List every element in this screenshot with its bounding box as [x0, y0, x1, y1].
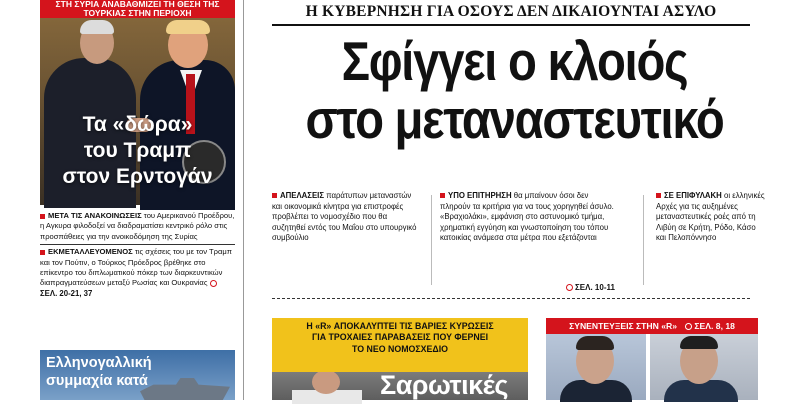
box1-kicker-line-1: Η «R» ΑΠΟΚΑΛΥΠΤΕΙ ΤΙΣ ΒΑΡΙΕΣ ΚΥΡΩΣΕΙΣ: [306, 321, 494, 331]
main-column-2: ΥΠΟ ΕΠΙΤΗΡΗΣΗ θα μπαίνουν όσοι δεν πληρούν τα κριτήρια για να τους χορηγηθεί άσυλο. «Βραχιολάκι», εμφάνιση στο αστυνομικό τμήμα, χρηματική εγγύηση και γνωστοποίηση του τόπου κατοικίας ανάμεσα στα μέτρα που εξετάζονται: [440, 191, 614, 243]
left-photo-caption[interactable]: [40, 112, 235, 190]
photo-figure-right-hair: [166, 20, 210, 34]
left-paragraph-1: ΜΕΤΑ ΤΙΣ ΑΝΑΚΟΙΝΩΣΕΙΣ του Αμερικανού Προέδρου, η Αγκυρα φιλοδοξεί να διαδραματίσει κεντρικό ρόλο στις προσπάθειες για την ανοικοδόμηση της Συρίας: [40, 211, 235, 241]
headline-line-2: στο μεταναστευτικό: [305, 88, 724, 150]
column-divider: [643, 195, 644, 285]
bullet-square-icon: [656, 193, 661, 198]
officer-face-graphic: [312, 370, 340, 394]
box1-kicker-line-2: ΓΙΑ ΤΡΟΧΑΙΕΣ ΠΑΡΑΒΑΣΕΙΣ ΠΟΥ ΦΕΡΝΕΙ: [311, 332, 489, 343]
column-divider: [431, 195, 432, 285]
left-bottom-teaser-title[interactable]: [46, 354, 231, 390]
photo-figure-left-hair: [80, 20, 114, 34]
box2-kicker: ΣΥΝΕΝΤΕΥΞΕΙΣ ΣΤΗΝ «R» ΣΕΛ. 8, 18: [546, 318, 758, 334]
caption-line-2: του Τραμπ: [83, 139, 192, 162]
main-headline[interactable]: [297, 32, 731, 148]
bullet-square-icon: [272, 193, 277, 198]
interviewee-2-hair: [680, 336, 718, 349]
page-pointer-icon: [210, 280, 217, 287]
column-divider: [243, 0, 244, 400]
caption-line-1: Τα «δώρα»: [82, 113, 193, 136]
left-kicker: ΣΤΗ ΣΥΡΙΑ ΑΝΑΒΑΘΜΙΖΕΙ ΤΗ ΘΕΣΗ ΤΗΣ ΤΟΥΡΚΙΑΣ ΣΤΗΝ ΠΕΡΙΟΧΗ: [40, 0, 235, 18]
page-pointer-icon: [566, 284, 573, 291]
box1-kicker-line-3: ΤΟ ΝΕΟ ΝΟΜΟΣΧΕΔΙΟ: [352, 343, 448, 354]
left-article-text: [40, 211, 235, 300]
left-pageref[interactable]: ΣΕΛ. 20-21, 37: [40, 278, 219, 297]
main-column-1: ΑΠΕΛΑΣΕΙΣ παράτυπων μεταναστών και οικονομικά κίνητρα για επιστροφές προβλέπει το νομοσχέδιο που θα συζητηθεί εντός του Μαΐου στο υπουργικό συμβούλιο: [272, 191, 417, 243]
box2-pageref[interactable]: ΣΕΛ. 8, 18: [685, 321, 735, 331]
left-paragraph-2: ΕΚΜΕΤΑΛΛΕΥΟΜΕΝΟΣ τις σχέσεις του με τον Τραμπ και τον Πούτιν, ο Τούρκος Πρόεδρος βρέθηκε στο επίκεντρο του διπλωματικού πόκερ των διαρκευντικών διαπραγματεύσεων μεταξύ Ρωσίας και Ουκρανίας ΣΕΛ. 20-21, 37: [40, 247, 232, 298]
teaser-line-2: συμμαχία κατά: [46, 373, 148, 389]
caption-line-3: στον Ερντογάν: [62, 165, 213, 188]
main-column-3: ΣΕ ΕΠΙΦΥΛΑΚΗ οι ελληνικές Αρχές για τις αυξημένες μεταναστευτικές ροές από τη Λιβύη σε Κρήτη, Ρόδο, Κάσο και Πελοπόννησο: [656, 191, 765, 243]
teaser-line-1: Ελληνογαλλική: [46, 355, 152, 371]
main-kicker: Η ΚΥΒΕΡΝΗΣΗ ΓΙΑ ΟΣΟΥΣ ΔΕΝ ΔΙΚΑΙΟΥΝΤΑΙ ΑΣΥΛΟ: [305, 3, 717, 20]
bullet-square-icon: [40, 214, 45, 219]
divider: [40, 244, 235, 245]
main-pageref[interactable]: ΣΕΛ. 10-11: [566, 283, 615, 292]
box1-kicker: [272, 318, 528, 372]
bullet-square-icon: [440, 193, 445, 198]
page-pointer-icon: [685, 323, 692, 330]
bullet-square-icon: [40, 250, 45, 255]
headline-line-1: Σφίγγει ο κλοιός: [341, 30, 688, 92]
interviewee-1-hair: [576, 336, 614, 350]
box1-title[interactable]: Σαρωτικές: [380, 370, 508, 400]
dashed-divider: [272, 298, 750, 299]
